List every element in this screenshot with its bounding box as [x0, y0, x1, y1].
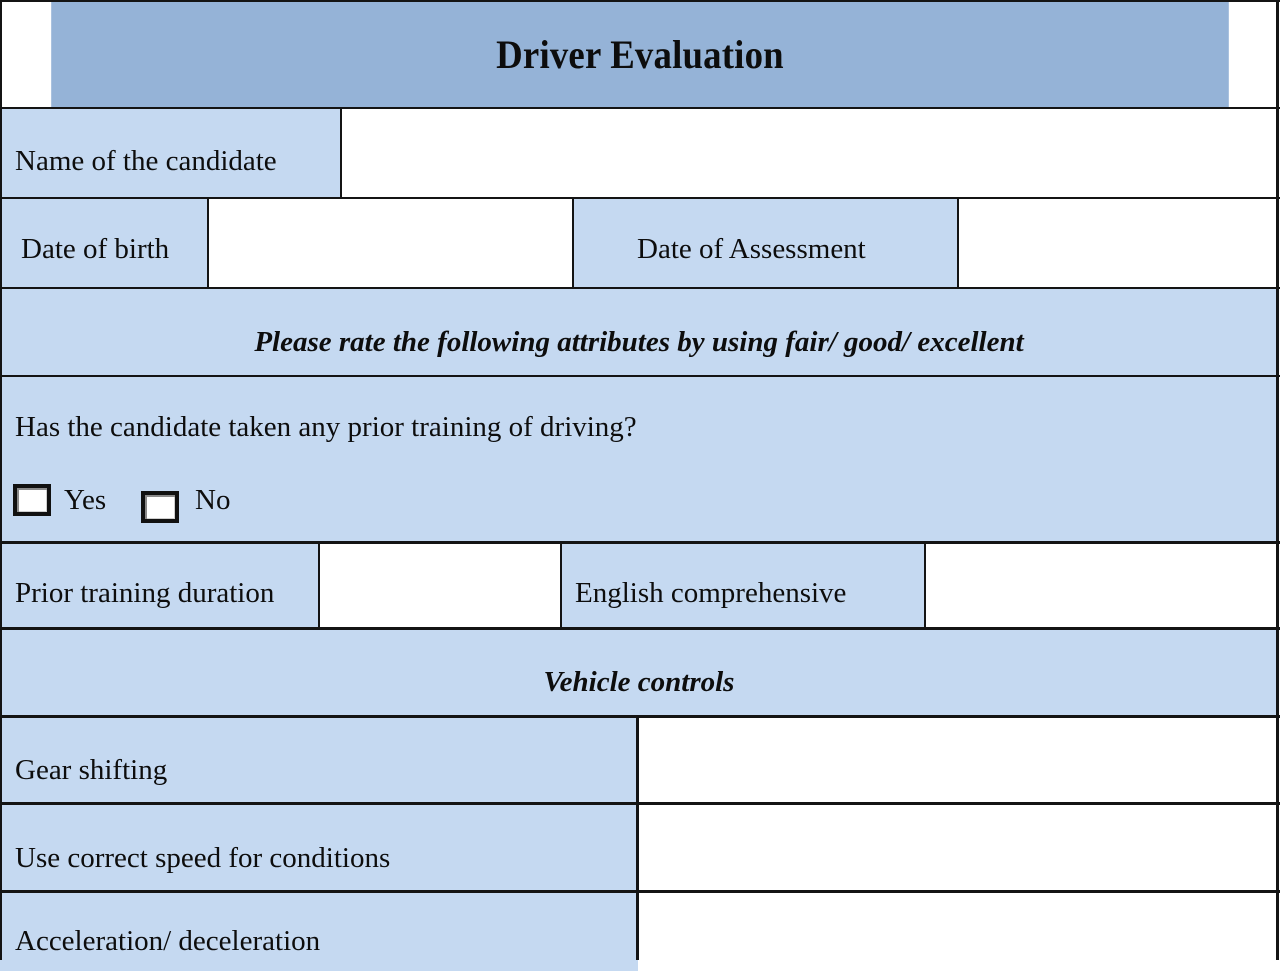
border-line — [318, 541, 320, 629]
border-line — [207, 197, 209, 289]
rating-instruction: Please rate the following attributes by using fair/ good/ excellent — [254, 325, 1024, 358]
border-line — [0, 890, 1280, 893]
acceleration-deceleration-rating-field[interactable] — [638, 891, 1278, 971]
english-comprehensive-label: English comprehensive — [575, 576, 847, 609]
border-line — [0, 197, 1280, 199]
candidate-name-label: Name of the candidate — [15, 144, 277, 177]
date-of-birth-label-cell — [0, 198, 208, 288]
date-of-assessment-field[interactable] — [958, 198, 1278, 288]
prior-training-question: Has the candidate taken any prior training of driving? — [15, 411, 637, 443]
prior-training-duration-label-cell — [0, 542, 319, 628]
border-line — [924, 541, 926, 629]
acceleration-deceleration-label-cell — [0, 891, 638, 971]
yes-checkbox[interactable] — [13, 484, 51, 516]
border-line — [0, 0, 2, 960]
acceleration-deceleration-label: Acceleration/ deceleration — [15, 925, 321, 957]
no-label: No — [195, 484, 231, 516]
form-title: Driver Evaluation — [496, 31, 784, 77]
correct-speed-label: Use correct speed for conditions — [15, 841, 391, 874]
border-line — [0, 0, 1280, 2]
correct-speed-label-cell — [0, 803, 638, 891]
date-of-birth-label: Date of birth — [21, 232, 170, 265]
correct-speed-rating-field[interactable] — [638, 803, 1278, 891]
border-line — [0, 541, 1280, 544]
candidate-name-label-cell — [0, 108, 341, 198]
no-checkbox[interactable] — [141, 491, 179, 523]
border-line — [0, 802, 1280, 805]
candidate-name-field[interactable] — [341, 108, 1278, 198]
form-title-header — [51, 0, 1229, 108]
border-line — [0, 627, 1280, 630]
border-line — [636, 715, 639, 960]
prior-training-question-row — [0, 376, 1278, 542]
gear-shifting-label-cell — [0, 716, 638, 803]
vehicle-controls-heading-row — [0, 628, 1278, 716]
english-comprehensive-field[interactable] — [925, 542, 1278, 628]
border-line — [0, 287, 1280, 289]
prior-training-duration-field[interactable] — [319, 542, 561, 628]
yes-label: Yes — [64, 484, 107, 516]
date-of-assessment-label: Date of Assessment — [637, 232, 866, 265]
border-line — [560, 541, 562, 629]
border-line — [957, 197, 959, 289]
border-line — [0, 715, 1280, 718]
border-line — [572, 197, 574, 289]
prior-training-duration-label: Prior training duration — [15, 576, 275, 609]
border-line — [0, 375, 1280, 377]
english-comprehensive-label-cell — [561, 542, 925, 628]
vehicle-controls-heading: Vehicle controls — [543, 665, 735, 698]
gear-shifting-rating-field[interactable] — [638, 716, 1278, 803]
date-of-assessment-label-cell — [573, 198, 958, 288]
gear-shifting-label: Gear shifting — [15, 754, 168, 786]
rating-instruction-row — [0, 288, 1278, 376]
border-line — [1276, 0, 1279, 960]
date-of-birth-field[interactable] — [208, 198, 573, 288]
border-line — [0, 107, 1280, 109]
border-line — [340, 107, 342, 199]
